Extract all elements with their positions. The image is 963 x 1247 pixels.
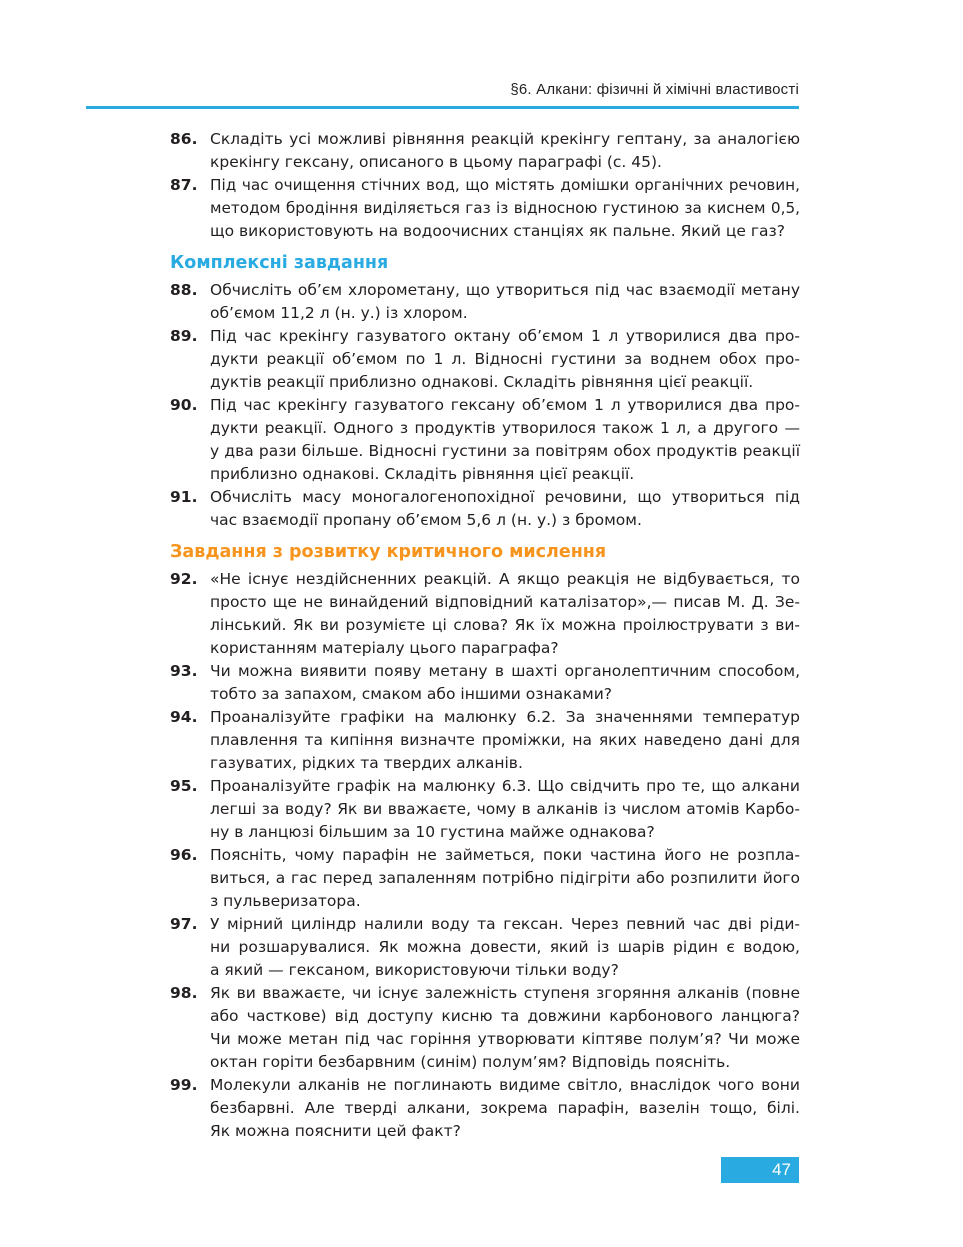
exercise-number: 86.	[170, 130, 198, 148]
exercise-text-line: ни розшарувалися. Як можна довести, який із шарів рідин є водою,	[210, 938, 800, 956]
exercise-item	[170, 982, 800, 1074]
exercise-item	[170, 279, 800, 325]
running-title: §6. Алкани: фізичні й хімічні властивості	[510, 81, 799, 98]
exercise-text-line: безбарвні. Але тверді алкани, зокрема парафін, вазелін тощо, білі.	[210, 1099, 800, 1117]
exercise-item	[170, 568, 800, 660]
exercise-text-line: приблизно однакові. Складіть рівняння цієї реакції.	[210, 465, 635, 483]
exercise-item	[170, 174, 800, 243]
exercise-text-line: у два рази більше. Відносні густини за повітрям обох продуктів реакції	[210, 442, 800, 460]
exercise-text-line: що використовують на водоочисних станціях як пальне. Який це газ?	[210, 222, 785, 240]
exercise-text-line: тобто за запахом, смаком або іншими ознаками?	[210, 685, 613, 703]
exercise-text-line: Проаналізуйте графіки на малюнку 6.2. За значеннями температур	[210, 708, 800, 726]
exercise-text-line: об’ємом 11,2 л (н. у.) із хлором.	[210, 304, 468, 322]
exercise-text-line: Молекули алканів не поглинають видиме світло, внаслідок чого вони	[210, 1076, 800, 1094]
exercise-number: 91.	[170, 488, 198, 506]
exercise-text-line: час взаємодії пропану об’ємом 5,6 л (н. у.) з бромом.	[210, 511, 642, 529]
exercise-number: 93.	[170, 662, 198, 680]
exercise-item	[170, 706, 800, 775]
exercise-item	[170, 325, 800, 394]
section-heading: Завдання з розвитку критичного мислення	[170, 542, 607, 562]
page-header	[86, 74, 799, 109]
exercise-text-line: просто ще не винайдений відповідний каталізатор»,— писав М. Д. Зе-	[210, 593, 800, 611]
exercise-text-line: легші за воду? Як ви вважаєте, чому в алканів із числом атомів Карбо-	[210, 800, 800, 818]
exercise-text-line: Як ви вважаєте, чи існує залежність ступеня згоряння алканів (повне	[210, 984, 800, 1002]
exercise-item	[170, 1074, 800, 1143]
page-content	[170, 128, 800, 1143]
exercise-number: 88.	[170, 281, 198, 299]
exercise-text-line: Як можна пояснити цей факт?	[210, 1122, 461, 1140]
exercise-text-line: газуватих, рідких та твердих алканів.	[210, 754, 523, 772]
exercise-text-line: Під час очищення стічних вод, що містять домішки органічних речовин,	[210, 176, 800, 194]
exercise-item	[170, 775, 800, 844]
exercise-text-line: Чи можна виявити появу метану в шахті органолептичним способом,	[210, 662, 800, 680]
exercise-text-line: У мірний циліндр налили воду та гексан. Через певний час дві ріди-	[210, 915, 800, 933]
exercise-text-line: дукти реакції об’ємом по 1 л. Відносні густини за воднем обох про-	[210, 350, 800, 368]
exercise-text-line: або часткове) від доступу кисню та довжини карбонового ланцюга?	[210, 1007, 800, 1025]
exercise-text-line: Проаналізуйте графік на малюнку 6.3. Що свідчить про те, що алкани	[210, 777, 800, 795]
exercise-item	[170, 913, 800, 982]
exercise-number: 99.	[170, 1076, 198, 1094]
exercise-text-line: дукти реакції. Одного з продуктів утворилося також 1 л, а другого —	[210, 419, 800, 437]
exercise-number: 97.	[170, 915, 198, 933]
exercise-text-line: виться, а гас перед запаленням потрібно підігріти або розпилити його	[210, 869, 800, 887]
exercise-number: 90.	[170, 396, 198, 414]
exercise-text-line: Чи може метан під час горіння утворювати кіптяве полум’я? Чи може	[210, 1030, 800, 1048]
exercise-text-line: а який — гексаном, використовуючи тільки воду?	[210, 961, 619, 979]
exercise-text-line: Обчисліть масу моногалогенопохідної речовини, що утвориться під	[210, 488, 800, 506]
exercise-number: 96.	[170, 846, 198, 864]
exercise-item	[170, 486, 800, 532]
exercise-text-line: користанням матеріалу цього параграфа?	[210, 639, 559, 657]
exercise-text-line: Обчисліть об’єм хлорометану, що утвориться під час взаємодії метану	[210, 281, 800, 299]
exercise-text-line: з пульверизатора.	[210, 892, 361, 910]
page-number: 47	[721, 1157, 799, 1183]
exercise-number: 92.	[170, 570, 198, 588]
exercise-number: 98.	[170, 984, 198, 1002]
exercise-text-line: методом бродіння виділяється газ із відносною густиною за киснем 0,5,	[210, 199, 800, 217]
exercise-text-line: Поясніть, чому парафін не займеться, поки частина його не розпла-	[210, 846, 800, 864]
exercise-number: 95.	[170, 777, 198, 795]
exercise-text-line: Під час крекінгу газуватого гексану об’ємом 1 л утворилися два про-	[210, 396, 800, 414]
exercise-item	[170, 394, 800, 486]
exercise-text-line: Складіть усі можливі рівняння реакцій крекінгу гептану, за аналогією	[210, 130, 800, 148]
exercise-text-line: ну в ланцюзі більшим за 10 густина майже однакова?	[210, 823, 655, 841]
exercise-item	[170, 660, 800, 706]
exercise-text-line: «Не існує нездійсненних реакцій. А якщо реакція не відбувається, то	[210, 570, 800, 588]
exercise-text-line: дуктів реакції приблизно однакові. Складіть рівняння цієї реакції.	[210, 373, 754, 391]
exercise-text-line: плавлення та кипіння визначте проміжки, на яких наведено дані для	[210, 731, 800, 749]
section-heading: Комплексні завдання	[170, 253, 389, 273]
exercise-number: 89.	[170, 327, 198, 345]
exercise-text-line: крекінгу гексану, описаного в цьому параграфі (с. 45).	[210, 153, 662, 171]
exercise-item	[170, 128, 800, 174]
exercise-text-line: октан горіти безбарвним (синім) полум’ям? Відповідь поясніть.	[210, 1053, 731, 1071]
exercise-number: 87.	[170, 176, 198, 194]
exercise-item	[170, 844, 800, 913]
exercise-text-line: лінський. Як ви розумієте ці слова? Як їх можна проілюструвати з ви-	[210, 616, 800, 634]
exercise-number: 94.	[170, 708, 198, 726]
exercise-text-line: Під час крекінгу газуватого октану об’ємом 1 л утворилися два про-	[210, 327, 800, 345]
